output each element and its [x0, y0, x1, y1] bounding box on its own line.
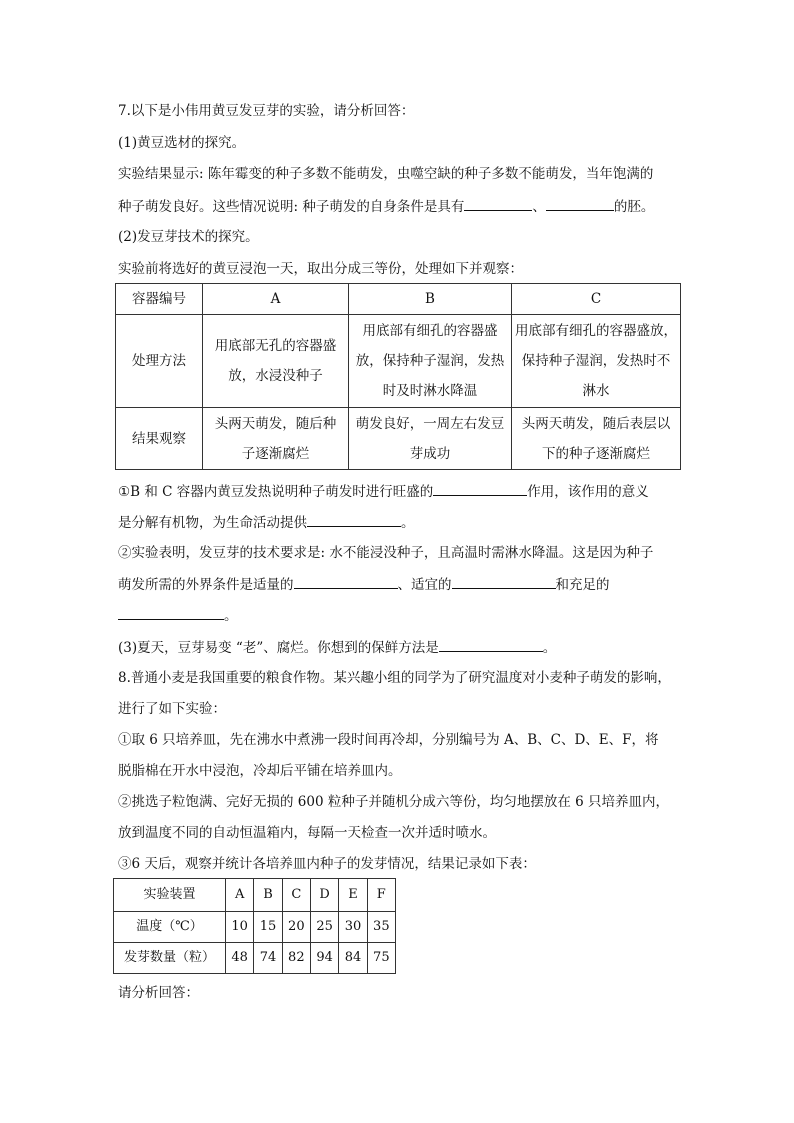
table-cell: B: [349, 284, 512, 315]
q7-result-line2: 种子萌发良好。这些情况说明: 种子萌发的自身条件是具有 、 的胚。: [118, 196, 654, 217]
table-cell: A: [203, 284, 349, 315]
table-cell: 用底部有细孔的容器盛 放，保持种子湿润，发热 时及时淋水降温: [349, 315, 512, 408]
q8-step1-line2: 脱脂棉在开水中浸泡，冷却后平铺在培养皿内。: [118, 763, 402, 779]
answer-blank[interactable]: [433, 481, 527, 496]
q8-step2-line1: ②挑选子粒饱满、完好无损的 600 粒种子并随机分成六等份，均匀地摆放在 6 只培养皿内，: [118, 794, 670, 810]
table-cell: 用底部有细孔的容器盛放， 保持种子湿润，发热时不 淋水: [512, 315, 681, 408]
table-cell: 处理方法: [116, 315, 203, 408]
table-cell: 74: [254, 943, 282, 974]
q7-title: 7.以下是小伟用黄豆发豆芽的实验，请分析回答：: [118, 103, 415, 119]
table-cell: 84: [339, 943, 367, 974]
table-cell: C: [512, 284, 681, 315]
q8-step2-line2: 放到温度不同的自动恒温箱内，每隔一天检查一次并适时喷水。: [118, 825, 496, 841]
germination-method-table: [115, 283, 681, 470]
table-row: [114, 943, 396, 974]
table-cell: 20: [282, 912, 310, 943]
table-row: [116, 315, 681, 408]
q7-sub2-line1: ②实验表明，发豆芽的技术要求是: 水不能浸没种子，且高温时需淋水降温。这是因为种子: [118, 545, 654, 561]
answer-blank[interactable]: [546, 196, 614, 211]
q7-result-line1: 实验结果显示: 陈年霉变的种子多数不能萌发，虫噬空缺的种子多数不能萌发，当年饱满的: [118, 166, 654, 182]
table-row: [114, 912, 396, 943]
table-cell: 48: [226, 943, 254, 974]
table-cell: 75: [367, 943, 395, 974]
table-row: [116, 408, 681, 470]
table-cell: F: [367, 879, 395, 912]
table-cell: B: [254, 879, 282, 912]
q7-sub2-line2: 萌发所需的外界条件是适量的 、适宜的 和充足的: [118, 574, 610, 595]
q8-title-line1: 8.普通小麦是我国重要的粮食作物。某兴趣小组的同学为了研究温度对小麦种子萌发的影响，: [118, 670, 671, 686]
table-cell: 94: [310, 943, 338, 974]
table-cell: 结果观察: [116, 408, 203, 470]
q7-intro: 实验前将选好的黄豆浸泡一天，取出分成三等份，处理如下并观察：: [118, 261, 523, 277]
table-cell: 容器编号: [116, 284, 203, 315]
table-cell: D: [310, 879, 338, 912]
temperature-germination-table: [113, 878, 396, 974]
answer-blank[interactable]: [452, 574, 556, 589]
q8-step3: ③6 天后，观察并统计各培养皿内种子的发芽情况，结果记录如下表：: [118, 856, 536, 872]
table-cell: 35: [367, 912, 395, 943]
q7-sub2-line3: 。: [118, 605, 238, 626]
q7-part3: (3)夏天，豆芽易变 “老”、腐烂。你想到的保鲜方法是 。: [118, 637, 556, 658]
answer-blank[interactable]: [464, 196, 532, 211]
table-cell: 实验装置: [114, 879, 226, 912]
table-cell: 10: [226, 912, 254, 943]
table-cell: A: [226, 879, 254, 912]
answer-blank[interactable]: [307, 512, 401, 527]
answer-blank[interactable]: [118, 605, 224, 620]
q8-step1-line1: ①取 6 只培养皿，先在沸水中煮沸一段时间再冷却，分别编号为 A、B、C、D、E、F，将: [118, 732, 659, 748]
table-cell: E: [339, 879, 367, 912]
table-header-row: [114, 879, 396, 912]
table-cell: 用底部无孔的容器盛 放，水浸没种子: [203, 315, 349, 408]
table-cell: 25: [310, 912, 338, 943]
table-cell: 15: [254, 912, 282, 943]
q8-title-line2: 进行了如下实验：: [118, 701, 226, 717]
q7-sub1-line2: 是分解有机物，为生命活动提供 。: [118, 512, 415, 533]
table-cell: 温度（℃）: [114, 912, 226, 943]
table-cell: 30: [339, 912, 367, 943]
table-cell: 82: [282, 943, 310, 974]
table-header-row: [116, 284, 681, 315]
answer-blank[interactable]: [439, 637, 543, 652]
q7-part2: (2)发豆芽技术的探究。: [118, 229, 259, 245]
answer-blank[interactable]: [294, 574, 398, 589]
table-cell: 萌发良好，一周左右发豆 芽成功: [349, 408, 512, 470]
table-cell: 头两天萌发，随后种 子逐渐腐烂: [203, 408, 349, 470]
table-cell: 发芽数量（粒）: [114, 943, 226, 974]
q7-part1: (1)黄豆选材的探究。: [118, 135, 246, 151]
table-cell: C: [282, 879, 310, 912]
q8-ask: 请分析回答：: [118, 985, 199, 1001]
q7-sub1-line1: ①B 和 C 容器内黄豆发热说明种子萌发时进行旺盛的 作用，该作用的意义: [118, 481, 649, 502]
table-cell: 头两天萌发，随后表层以 下的种子逐渐腐烂: [512, 408, 681, 470]
